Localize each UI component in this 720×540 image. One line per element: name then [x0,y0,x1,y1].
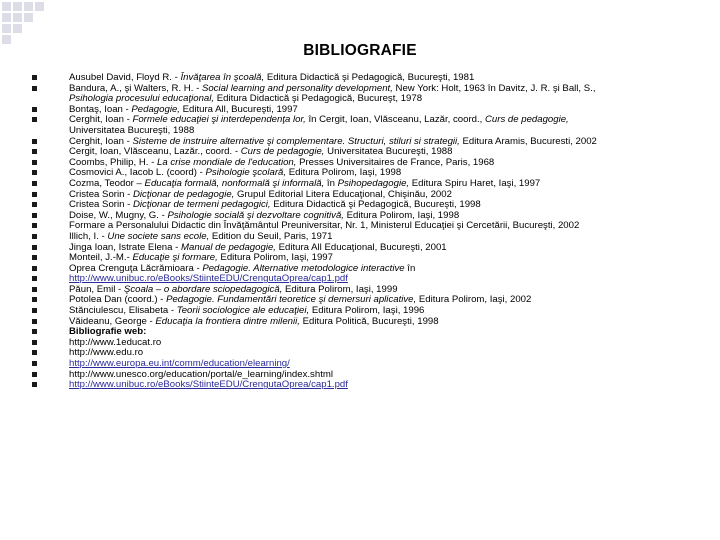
entry-text: Educaţia la frontiera dintre milenii, [155,315,300,327]
bullet-icon [32,117,37,122]
entry-text: Doise, W., Mugny, G. - [69,209,168,221]
entry-text: Coombs, Philip, H. - [69,156,157,168]
entry-text: Edition du Seuil, Paris, 1971 [209,230,333,242]
bullet-icon [32,255,37,260]
entry-text: Curs de pedagogie, [484,114,569,126]
entry-text: Cerghit, Ioan - [69,135,133,147]
entry-text: Ausubel David, Floyd R. - [69,72,181,83]
bullet-icon [32,75,37,80]
bullet-icon [32,308,37,313]
bullet-icon [32,149,37,154]
entry-text: Cristea Sorin - [69,199,133,211]
bullet-icon [32,170,37,175]
entry-link[interactable]: http://www.unibuc.ro/eBooks/StiinteEDU/CrengutaOprea/cap1.pdf [69,273,348,285]
bullet-icon [32,139,37,144]
bullet-icon [32,86,37,91]
entry-text: http://www.edu.ro [69,347,144,359]
page-title: BIBLIOGRAFIE [303,42,417,59]
bibliography-list [32,73,702,391]
entry-text: Jinga Ioan, Istrate Elena - [69,241,181,253]
bullet-icon [32,297,37,302]
entry-text: Editura All Educaţional, Bucureşti, 2001 [275,241,447,253]
bullet-icon [32,287,37,292]
bullet-icon [32,192,37,197]
entry-text: Cristea Sorin - [69,188,133,200]
entry-text: Editura Didactică şi Pedagogică, Bucureşti, 1981 [264,72,475,83]
entry-text: Cergit, Ioan, Vlăsceanu, Lazăr., coord. - [69,146,241,158]
entry-text: Pedagogie, [131,103,180,115]
entry-text: Învăţarea în şcoală, [180,72,265,83]
entry-text: La crise mondiale de l'education, [156,156,297,168]
bibliography-entry [32,380,702,391]
entry-link[interactable]: http://www.europa.eu.int/comm/education/elearning/ [69,358,290,370]
bibliography-entry [32,84,702,105]
entry-text: Psihologia procesului educaţional, [69,93,215,105]
bullet-icon [32,223,37,228]
entry-text: Formare a Personalului Didactic din Învăţământul Preuniversitar, Nr. 1, Ministerul Educaţiei şi Cercetării, Bucureşti, 2002 [69,220,580,232]
entry-text: Social learning and personality development, [201,82,393,94]
entry-text: Monteil, J.-M.- [69,252,133,264]
entry-text: Şcoala – o abordare sciopedagogică, [123,283,283,295]
entry-text: Văideanu, George - [69,315,156,327]
entry-text: Potolea Dan (coord.) - [69,294,167,306]
entry-text: Dicţionar de termeni pedagogici, [132,199,271,211]
entry-text: Pedagogie. Fundamentări teoretice şi demersuri aplicative, [166,294,417,306]
entry-link[interactable]: http://www.unibuc.ro/eBooks/StiinteEDU/CrengutaOprea/cap1.pdf [69,379,348,391]
entry-text: Educaţie şi formare, [132,252,218,264]
entry-text: Bandura, A., şi Walters, R. H. - [69,82,202,94]
entry-text: Editura Politică, Bucureşti, 1998 [299,315,439,327]
entry-text: în Cergit, Ioan, Vlăsceanu, Lazăr, coord., [305,114,485,126]
entry-text: Teorii sociologice ale educaţiei, [176,305,310,317]
entry-text: Presses Universitaires de France, Paris, 1968 [296,156,495,168]
entry-text: Editura Polirom, Iaşi, 1998 [343,209,460,221]
entry-text: Bibliografie web: [69,326,147,338]
bullet-icon [32,329,37,334]
bullet-icon [32,160,37,165]
entry-text: Grupul Editorial Litera Educaţional, Chişinău, 2002 [234,188,452,200]
entry-text: Psihologie socială şi dezvoltare cognitivă, [167,209,344,221]
entry-text: Cosmovici A., Iacob L. (coord) - [69,167,206,179]
entry-text: Cozma, Teodor – [69,177,145,189]
bullet-icon [32,234,37,239]
bullet-icon [32,319,37,324]
entry-text: Psihologie şcolară, [205,167,287,179]
entry-text: Editura Polirom, Iaşi, 1997 [217,252,333,264]
entry-text: Cerghit, Ioan - [69,114,133,126]
entry-text: Editura Aramis, Bucuresti, 2002 [459,135,597,147]
bullet-icon [32,382,37,387]
bullet-icon [32,350,37,355]
bullet-icon [32,372,37,377]
entry-text: Editura Didactică şi Pedagogică, Bucureşti, 1998 [270,199,481,211]
entry-text: Editura Polirom, Iaşi, 2002 [416,294,532,306]
entry-text: Illich, I. - [69,230,108,242]
entry-text: Une societe sans ecole, [107,230,210,242]
bullet-icon [32,181,37,186]
entry-text: Editura Spiru Haret, Iaşi, 1997 [409,177,541,189]
entry-text: Manual de pedagogie, [181,241,276,253]
entry-text: Editura Didactică şi Pedagogică, Bucureşt, 1978 [214,93,423,105]
bibliography-entry [32,115,702,136]
bullet-icon [32,266,37,271]
entry-text: Formele educaţiei şi interdependenţa lor, [132,114,306,126]
entry-text: Stănciulescu, Elisabeta - [69,305,177,317]
entry-text: Universitatea Bucureşti, 1988 [69,124,195,136]
entry-text: http://www.1educat.ro [69,336,162,348]
entry-text: Psihopedagogie, [337,177,410,189]
entry-text: Sisteme de instruire alternative şi complementare. Structuri, stiluri si strategii, [132,135,460,147]
entry-text: Pedagogie. Alternative metodologice interactive [202,262,405,274]
entry-text: Oprea Crenguţa Lăcrămioara - [69,262,203,274]
bullet-icon [32,276,37,281]
entry-text: Editura Polirom, Iaşi, 1998 [286,167,402,179]
bullet-icon [32,361,37,366]
entry-text: Universitatea Bucureşti, 1988 [324,146,453,158]
entry-text: Educaţia formală, nonformală şi informală, [144,177,325,189]
entry-text: în [324,177,338,189]
entry-text: http://www.unesco.org/education/portal/e_learning/index.shtml [69,368,333,380]
entry-text: New York: Holt, 1963 în Davitz, J. R. şi Ball, S., [392,82,596,94]
entry-text: Bontaş, Ioan - [69,103,132,115]
bullet-icon [32,213,37,218]
bullet-icon [32,245,37,250]
entry-text: Editura Polirom, Iaşi, 1996 [309,305,425,317]
bullet-icon [32,340,37,345]
bullet-icon [32,202,37,207]
entry-text: Editura Polirom, Iaşi, 1999 [282,283,398,295]
bullet-icon [32,107,37,112]
entry-text: în [404,262,416,274]
entry-text: Editura All, Bucureşti, 1997 [179,103,298,115]
entry-text: Dicţionar de pedagogie, [132,188,235,200]
entry-text: Curs de pedagogie, [240,146,325,158]
entry-text: Păun, Emil - [69,283,124,295]
